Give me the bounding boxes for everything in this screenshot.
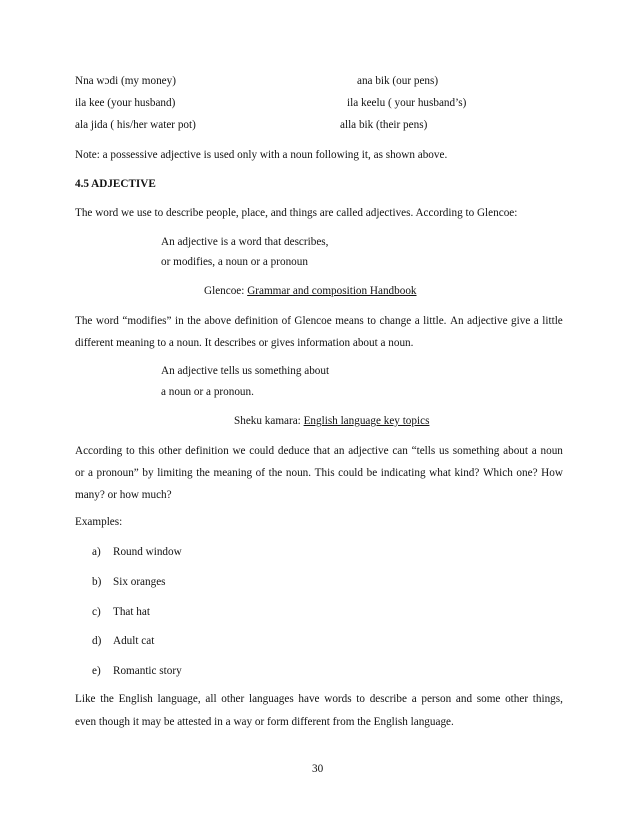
word: According — [75, 445, 123, 457]
word: to — [367, 315, 376, 327]
possessive-right-3: alla bik (their pens) — [340, 119, 428, 131]
example-item: That hat — [113, 606, 150, 618]
example-marker: d) — [92, 635, 102, 647]
word: could — [249, 445, 275, 457]
possessive-left-1: Nna wɔdi (my money) — [75, 75, 176, 87]
word: one? — [516, 467, 538, 479]
word: word — [95, 315, 119, 327]
word: a — [531, 445, 537, 457]
closing-line1 — [75, 692, 563, 706]
word: about — [503, 445, 528, 457]
word: An — [449, 315, 464, 327]
word: Which — [482, 467, 513, 479]
word: the — [196, 467, 210, 479]
word: us — [439, 445, 449, 457]
example-item: Romantic story — [113, 665, 182, 677]
citation1-title: Grammar and composition Handbook — [247, 285, 417, 297]
closing-line2: even though it may be attested in a way or form different from the English language. — [75, 716, 454, 728]
word: and — [455, 693, 473, 705]
word: an — [333, 445, 345, 457]
para3-line1 — [75, 444, 563, 458]
word: language, — [157, 693, 201, 705]
word: “modifies” — [122, 315, 172, 327]
quote2-line2: a noun or a pronoun. — [161, 386, 254, 398]
quote1-line1: An adjective is a word that describes, — [161, 236, 329, 248]
citation1 — [204, 284, 417, 298]
possessive-right-2: ila keelu ( your husband’s) — [347, 97, 467, 109]
word: something — [452, 445, 500, 457]
word: the — [187, 315, 201, 327]
para3-line3: many? or how much? — [75, 489, 172, 501]
word: a — [533, 315, 539, 327]
word: can — [392, 445, 408, 457]
word: kind? — [454, 467, 480, 479]
word: of — [255, 467, 265, 479]
para2-line1 — [75, 314, 563, 328]
word: The — [75, 315, 93, 327]
word: this — [138, 445, 155, 457]
word: pronoun” — [96, 467, 139, 479]
word: How — [541, 467, 563, 479]
word: adjective — [348, 445, 389, 457]
word: other — [158, 445, 182, 457]
word: the — [100, 693, 114, 705]
word: Like — [75, 693, 96, 705]
examples-label: Examples: — [75, 516, 123, 528]
word: other — [505, 693, 529, 705]
word: indicating — [380, 467, 426, 479]
possessive-right-1: ana bik (our pens) — [357, 75, 439, 87]
word: means — [335, 315, 364, 327]
word: some — [476, 693, 501, 705]
word: little — [542, 315, 563, 327]
word: a — [87, 467, 93, 479]
word: we — [232, 445, 246, 457]
word: change — [379, 315, 412, 327]
word: all — [205, 693, 217, 705]
word: deduce — [277, 445, 310, 457]
word: could — [338, 467, 364, 479]
word: adjective — [467, 315, 508, 327]
word: little. — [423, 315, 447, 327]
possessive-left-2: ila kee (your husband) — [75, 97, 176, 109]
word: have — [298, 693, 320, 705]
word: what — [429, 467, 451, 479]
word: definition — [185, 445, 229, 457]
word: English — [118, 693, 153, 705]
example-marker: e) — [92, 665, 101, 677]
para3-line2 — [75, 466, 563, 480]
word: limiting — [157, 467, 193, 479]
possessive-left-3: ala jida ( his/her water pot) — [75, 119, 196, 131]
word: above — [204, 315, 232, 327]
section-heading: 4.5 ADJECTIVE — [75, 178, 156, 190]
word: a — [414, 315, 420, 327]
page-number: 30 — [312, 763, 324, 775]
word: or — [75, 467, 85, 479]
example-marker: c) — [92, 606, 101, 618]
word: meaning — [213, 467, 253, 479]
word: noun. — [285, 467, 312, 479]
citation2-author: Sheku kamara: — [234, 415, 304, 427]
citation2 — [234, 414, 429, 428]
word: the — [268, 467, 283, 479]
citation1-author: Glencoe: — [204, 285, 248, 297]
word: This — [314, 467, 335, 479]
example-item: Six oranges — [113, 576, 166, 588]
word: person — [421, 693, 452, 705]
word: to — [126, 445, 135, 457]
word: a — [411, 693, 417, 705]
word: definition — [234, 315, 279, 327]
word: words — [324, 693, 352, 705]
word: be — [366, 467, 378, 479]
example-marker: b) — [92, 576, 102, 588]
word: describe — [369, 693, 407, 705]
word: give — [511, 315, 531, 327]
para2-line2: different meaning to a noun. It describes or gives information about a noun. — [75, 337, 414, 349]
word: “tells — [411, 445, 436, 457]
word: of — [281, 315, 291, 327]
word: noun — [540, 445, 563, 457]
word: by — [142, 467, 154, 479]
example-item: Adult cat — [113, 635, 155, 647]
word: Glencoe — [294, 315, 332, 327]
word: things, — [532, 693, 563, 705]
quote2-line1: An adjective tells us something about — [161, 365, 330, 377]
citation2-title: English language key topics — [303, 415, 430, 427]
word: languages — [248, 693, 294, 705]
example-marker: a) — [92, 546, 101, 558]
note-text: Note: a possessive adjective is used only with a noun following it, as shown above. — [75, 149, 448, 161]
quote1-line2: or modifies, a noun or a pronoun — [161, 256, 308, 268]
word: that — [313, 445, 331, 457]
word: in — [175, 315, 184, 327]
word: to — [356, 693, 365, 705]
example-item: Round window — [113, 546, 182, 558]
word: other — [221, 693, 245, 705]
intro-paragraph: The word we use to describe people, place, and things are called adjectives. According to Glencoe: — [75, 207, 518, 219]
